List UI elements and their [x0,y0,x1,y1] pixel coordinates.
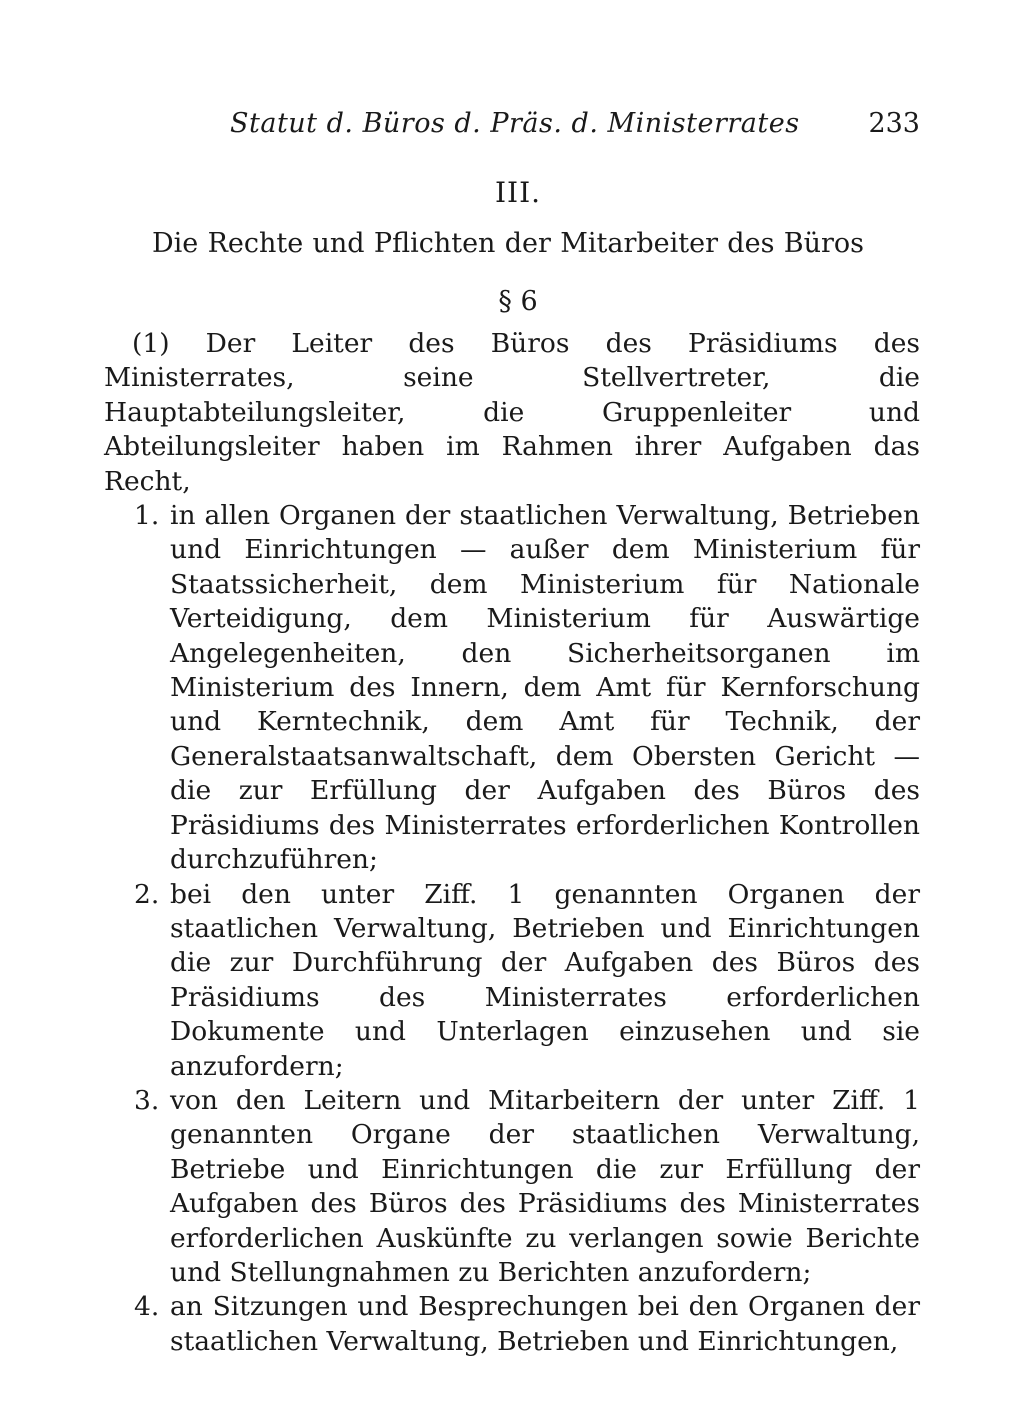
list-item-number: 3. [134,1084,160,1116]
list-item-number: 1. [134,500,160,532]
intro-paragraph: (1) Der Leiter des Büros des Präsidiums des Ministerrates, seine Stellvertreter, die Hauptabteilungsleiter, die Gruppenleiter und Abteilungsleiter haben im Rahmen ihrer Aufgaben das Recht, [104,328,920,497]
list-item-text: bei den unter Ziff. 1 genannten Organen der staatlichen Verwaltung, Betrieben und Einrichtungen die zur Durchführung der Aufgaben des Büros des Präsidiums des Ministerrates erforderlichen Dokumente und Unterlagen einzusehen und sie anzufordern; [170,878,920,1082]
section-title: Die Rechte und Pflichten der Mitarbeiter des Büros [152,228,864,259]
paragraph-heading [0,286,1024,317]
list-item-text: von den Leitern und Mitarbeitern der unter Ziff. 1 genannten Organe der staatlichen Verwaltung, Betriebe und Einrichtungen die zur Erfüllung der Aufgaben des Büros des Präsidiums des Ministerrates erforderlichen Auskünfte zu verlangen sowie Berichte und Stellungnahmen zu Berichten anzufordern; [170,1084,920,1288]
body-text [104,327,920,1359]
running-title: Statut d. Büros d. Präs. d. Ministerrates [230,108,800,139]
list-item [104,499,920,877]
list-item-text: in allen Organen der staatlichen Verwaltung, Betrieben und Einrichtungen — außer dem Ministerium für Staatssicherheit, dem Ministerium für Nationale Verteidigung, dem Ministerium für Auswärtige Angelegenheiten, den Sicherheitsorganen im Ministerium des Innern, dem Amt für Kernforschung und Kerntechnik, dem Amt für Technik, der Generalstaatsanwaltschaft, dem Obersten Gericht — die zur Erfüllung der Aufgaben des Büros des Präsidiums des Ministerrates erforderlichen Kontrollen durchzuführen; [170,500,920,876]
list-item-number: 4. [134,1291,160,1323]
list-item [104,1290,920,1359]
page-number: 233 [868,108,920,139]
running-head [230,108,920,148]
paragraph-heading-text: § 6 [498,286,538,317]
section-number-text: III. [494,176,542,209]
list-item-text: an Sitzungen und Besprechungen bei den Organen der staatlichen Verwaltung, Betrieben und Einrichtungen, [170,1291,920,1357]
list-item [104,878,920,1084]
section-number [0,176,1024,209]
rights-list [104,499,920,1359]
list-item [104,1084,920,1290]
list-item-number: 2. [134,878,160,910]
